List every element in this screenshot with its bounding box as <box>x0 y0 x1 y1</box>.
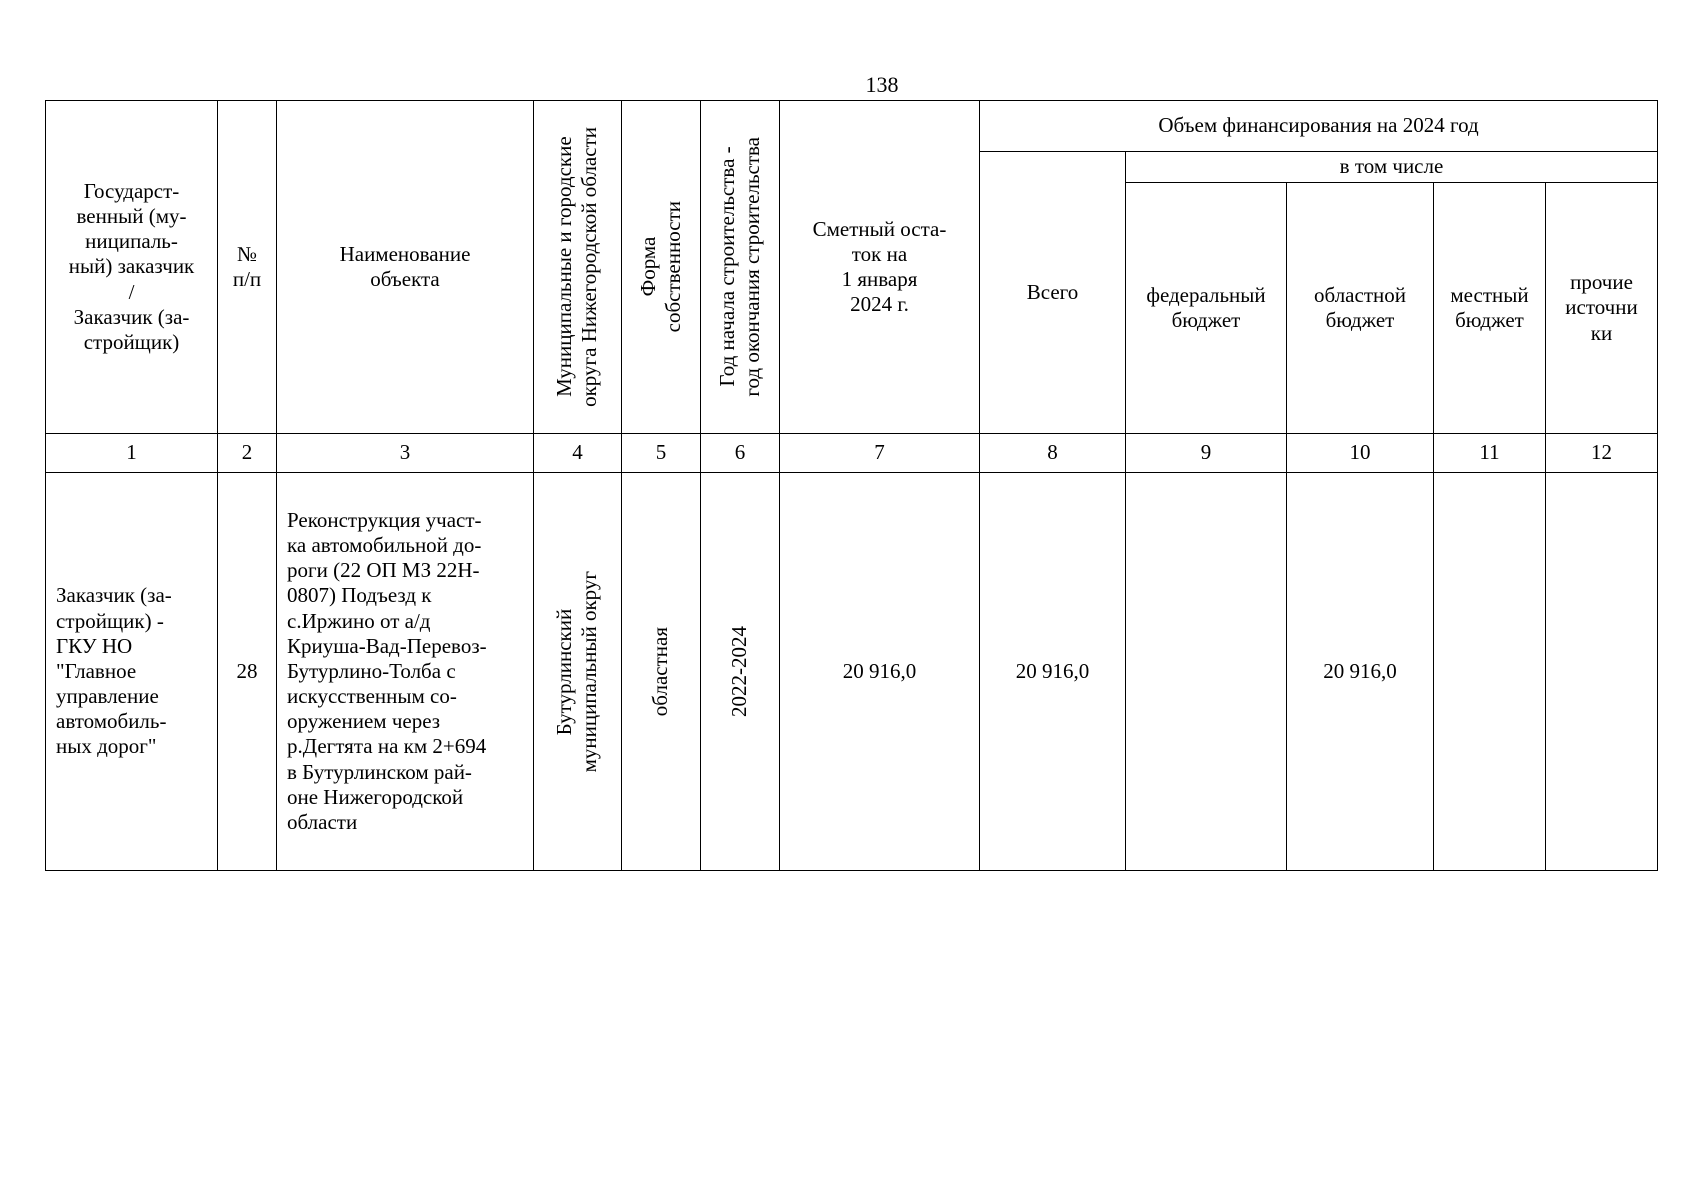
cell-total: 20 916,0 <box>980 473 1126 871</box>
header-other: прочие источни ки <box>1546 183 1658 434</box>
column-number-row <box>46 434 1658 473</box>
column-number: 6 <box>701 434 780 473</box>
column-number: 12 <box>1546 434 1658 473</box>
header-federal: федеральный бюджет <box>1126 183 1287 434</box>
cell-municipality: Бутурлинский муниципальный округ <box>534 473 622 871</box>
header-funding-volume: Объем финансирования на 2024 год <box>980 101 1658 152</box>
funding-table <box>45 100 1658 871</box>
column-number: 10 <box>1287 434 1434 473</box>
header-including: в том числе <box>1126 152 1658 183</box>
column-number: 4 <box>534 434 622 473</box>
column-number: 3 <box>277 434 534 473</box>
header-customer: Государст- венный (му- ниципаль- ный) заказчик / Заказчик (за- стройщик) <box>46 101 218 434</box>
cell-number: 28 <box>218 473 277 871</box>
header-years: Год начала строительства - год окончания строительства <box>701 101 780 434</box>
header-local: местный бюджет <box>1434 183 1546 434</box>
column-number: 5 <box>622 434 701 473</box>
table-row <box>46 473 1658 871</box>
column-number: 2 <box>218 434 277 473</box>
cell-estimate-balance: 20 916,0 <box>780 473 980 871</box>
header-number: № п/п <box>218 101 277 434</box>
header-regional: областной бюджет <box>1287 183 1434 434</box>
column-number: 7 <box>780 434 980 473</box>
cell-years: 2022-2024 <box>701 473 780 871</box>
cell-regional: 20 916,0 <box>1287 473 1434 871</box>
column-number: 8 <box>980 434 1126 473</box>
cell-federal <box>1126 473 1287 871</box>
cell-customer: Заказчик (за- стройщик) - ГКУ НО "Главное управление автомобиль- ных дорог" <box>46 473 218 871</box>
cell-local <box>1434 473 1546 871</box>
header-estimate-balance: Сметный оста- ток на 1 января 2024 г. <box>780 101 980 434</box>
header-total: Всего <box>980 152 1126 434</box>
header-ownership: Форма собственности <box>622 101 701 434</box>
column-number: 11 <box>1434 434 1546 473</box>
cell-ownership: областная <box>622 473 701 871</box>
column-number: 9 <box>1126 434 1287 473</box>
header-municipality: Муниципальные и городские округа Нижегородской области <box>534 101 622 434</box>
cell-other <box>1546 473 1658 871</box>
header-object-name: Наименование объекта <box>277 101 534 434</box>
column-number: 1 <box>46 434 218 473</box>
cell-object-name: Реконструкция участ- ка автомобильной до- роги (22 ОП МЗ 22Н- 0807) Подъезд к с.Иржино от а/д Криуша-Вад-Перевоз- Бутурлино-Толба с искусственным со- оружением через р.Дегтята на км 2+694 в Бутурлинском рай- оне Нижегородской области <box>277 473 534 871</box>
page-number: 138 <box>865 72 899 97</box>
